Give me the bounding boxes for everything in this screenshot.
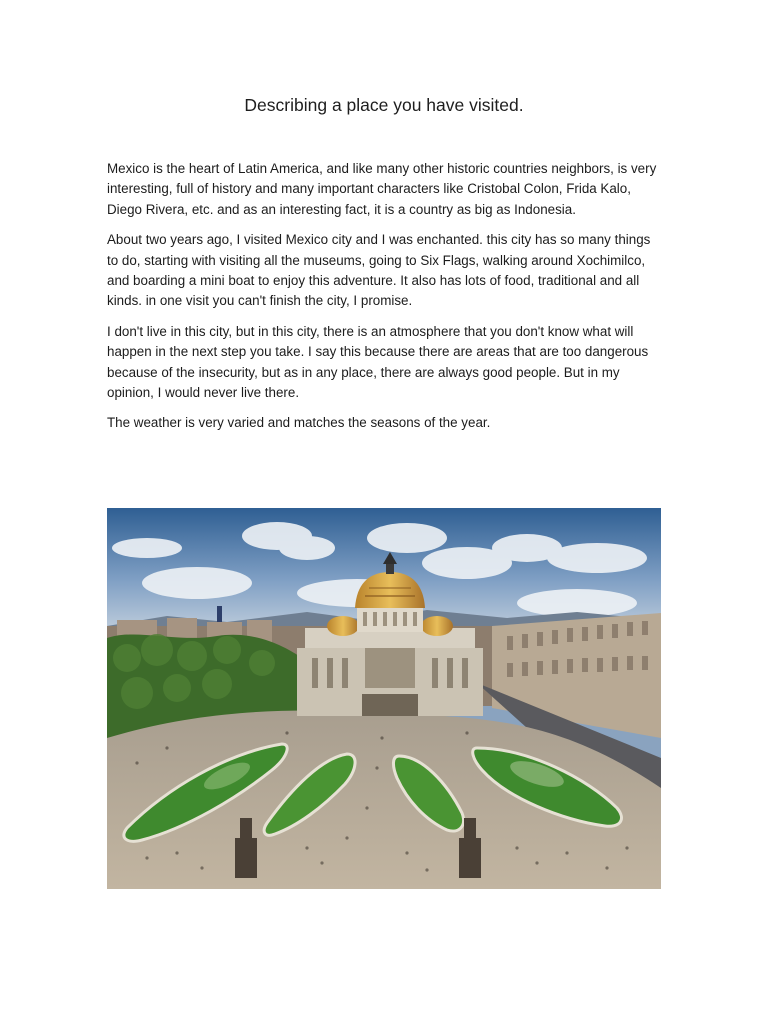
paragraph-visit: About two years ago, I visited Mexico city and I was enchanted. this city has so many things to do, starting with visiting all the museums, going to Six Flags, walking around Xochimilco, and boarding a mini boat to enjoy this adventure. It also has lots of food, traditional and all kinds. in one visit you can't finish the city, I promise. xyxy=(107,232,651,309)
palacio-bellas-artes-photo xyxy=(107,508,661,889)
photo-illustration xyxy=(107,508,661,889)
paragraph-intro: Mexico is the heart of Latin America, and like many other historic countries neighbors, is very interesting, full of history and many important characters like Cristobal Colon, Frida Kalo, Diego Rivera, etc. and as an interesting fact, it is a country as big as Indonesia. xyxy=(107,161,657,217)
paragraph-atmosphere: I don't live in this city, but in this city, there is an atmosphere that you don't know what will happen in the next step you take. I say this because there are areas that are too dangerous because of the insecurity, but as in any place, there are always good people. But in my opinion, I would never live there. xyxy=(107,323,649,401)
document-body xyxy=(107,159,665,444)
document-title: Describing a place you have visited. xyxy=(244,95,524,115)
paragraph-weather: The weather is very varied and matches the seasons of the year. xyxy=(107,415,491,431)
